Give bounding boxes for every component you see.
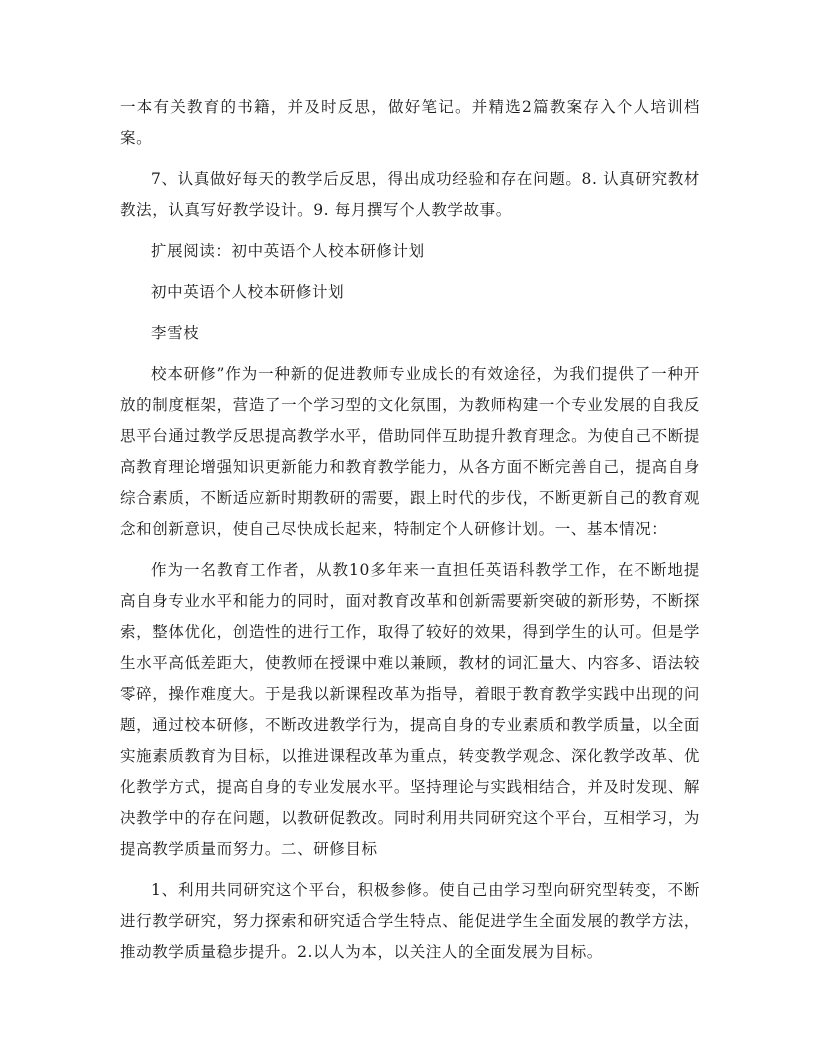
- paragraph: 一本有关教育的书籍，并及时反思，做好笔记。并精选2篇教案存入个人培训档案。: [120, 98, 700, 147]
- paragraph: 7、认真做好每天的教学后反思，得出成功经验和存在问题。8. 认真研究教材教法，认真写好教学设计。9. 每月撰写个人教学故事。: [120, 170, 700, 219]
- paragraph: 作为一名教育工作者，从教10多年来一直担任英语科教学工作，在不断地提高自身专业水平和能力的同时，面对教育改革和创新需要新突破的新形势，不断探索，整体优化，创造性的进行工作，取得了较好的效果，得到学生的认可。但是学生水平高低差距大，使教师在授课中难以兼顾，教材的词汇量大、内容多、语法较零碎，操作难度大。于是我以新课程改革为指导，着眼于教育教学实践中出现的问题，通过校本研修，不断改进教学行为，提高自身的专业素质和教学质量，以全面实施素质教育为目标，以推进课程改革为重点，转变教学观念、深化教学改革、优化教学方式，提高自身的专业发展水平。坚持理论与实践相结合，并及时发现、解决教学中的存在问题，以教研促教改。同时利用共同研究这个平台，互相学习，为提高教学质量而努力。二、研修目标: [120, 561, 700, 858]
- paragraph: 校本研修”作为一种新的促进教师专业成长的有效途径，为我们提供了一种开放的制度框架，营造了一个学习型的文化氛围，为教师构建一个专业发展的自我反思平台通过教学反思提高教学水平，借助同伴互助提升教育理念。为使自己不断提高教育理论增强知识更新能力和教育教学能力，从各方面不断完善自己，提高自身综合素质，不断适应新时期教研的需要，跟上时代的步伐，不断更新自己的教育观念和创新意识，使自己尽快成长起来，特制定个人研修计划。一、基本情况：: [120, 365, 700, 538]
- extended-reading-line: 扩展阅读：初中英语个人校本研修计划: [151, 242, 425, 260]
- author-name: 李雪枝: [151, 324, 200, 342]
- paragraph: 1、利用共同研究这个平台，积极参修。使自己由学习型向研究型转变，不断进行教学研究，努力探索和研究适合学生特点、能促进学生全面发展的教学方法，推动教学质量稳步提升。2.以人为本，以关注人的全面发展为目标。: [120, 881, 700, 961]
- section-title: 初中英语个人校本研修计划: [151, 283, 345, 301]
- document-page: [120, 92, 700, 978]
